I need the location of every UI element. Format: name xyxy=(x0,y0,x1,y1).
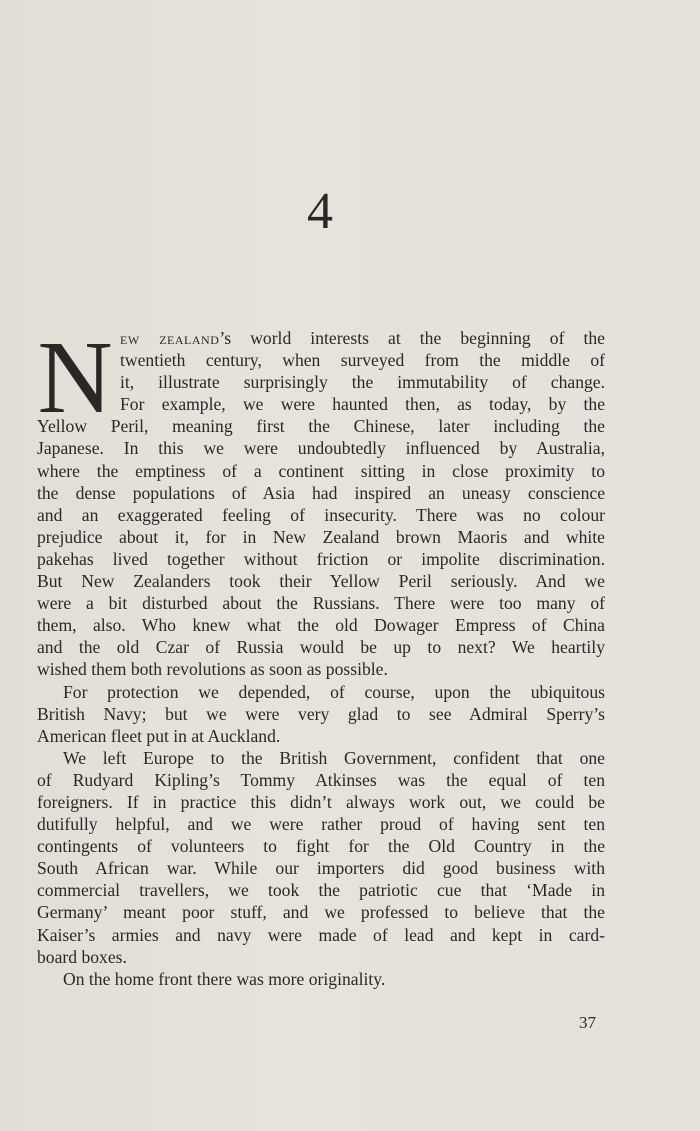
text-line: Germany’ meant poor stuff, and we professed to believe that the xyxy=(37,902,605,923)
text-line: board boxes. xyxy=(37,946,127,967)
text-line: of Rudyard Kipling’s Tommy Atkinses was the equal of ten xyxy=(37,769,605,790)
text-line: were a bit disturbed about the Russians. There were too many of xyxy=(37,593,605,614)
text-line: dutifully helpful, and we were rather proud of having sent ten xyxy=(37,814,605,835)
text-line: it, illustrate surprisingly the immutability of change. xyxy=(120,372,605,393)
text-line: American fleet put in at Auckland. xyxy=(37,725,281,746)
text-line: But New Zealanders took their Yellow Peril seriously. And we xyxy=(37,571,605,592)
small-caps-lead-in: ew zealand xyxy=(120,328,220,348)
text-line: We left Europe to the British Government, confident that one xyxy=(63,747,605,768)
text-line: pakehas lived together without friction or impolite discrimination. xyxy=(37,548,605,569)
drop-cap: N xyxy=(37,320,113,435)
text-line: For example, we were haunted then, as today, by the xyxy=(120,394,605,415)
text-line: foreigners. If in practice this didn’t always work out, we could be xyxy=(37,791,605,812)
text-line: Japanese. In this we were undoubtedly influenced by Australia, xyxy=(37,438,605,459)
text-line: and an exaggerated feeling of insecurity. There was no colour xyxy=(37,504,605,525)
text-line: South African war. While our importers did good business with xyxy=(37,858,605,879)
text-line: contingents of volunteers to fight for the Old Country in the xyxy=(37,836,605,857)
chapter-number: 4 xyxy=(307,183,333,240)
chapter-body xyxy=(37,320,605,990)
text-line: twentieth century, when surveyed from the middle of xyxy=(120,350,605,371)
text-line: On the home front there was more originality. xyxy=(63,968,386,989)
text-line: the dense populations of Asia had inspired an uneasy conscience xyxy=(37,482,605,503)
text-line xyxy=(120,327,605,349)
text-line: Yellow Peril, meaning first the Chinese, later including the xyxy=(37,416,605,437)
text-line: where the emptiness of a continent sitting in close proximity to xyxy=(37,460,605,481)
text-line: Kaiser’s armies and navy were made of lead and kept in card- xyxy=(37,924,605,945)
text-line: prejudice about it, for in New Zealand brown Maoris and white xyxy=(37,526,605,547)
text-line: them, also. Who knew what the old Dowager Empress of China xyxy=(37,615,605,636)
text-line: commercial travellers, we took the patriotic cue that ‘Made in xyxy=(37,880,605,901)
page-number: 37 xyxy=(579,1013,596,1032)
text-line: wished them both revolutions as soon as possible. xyxy=(37,659,388,680)
text-line: British Navy; but we were very glad to see Admiral Sperry’s xyxy=(37,703,605,724)
text-line-content: ’s world interests at the beginning of the xyxy=(219,328,605,348)
text-line: For protection we depended, of course, upon the ubiquitous xyxy=(63,681,605,702)
text-line: and the old Czar of Russia would be up to next? We heartily xyxy=(37,637,605,658)
